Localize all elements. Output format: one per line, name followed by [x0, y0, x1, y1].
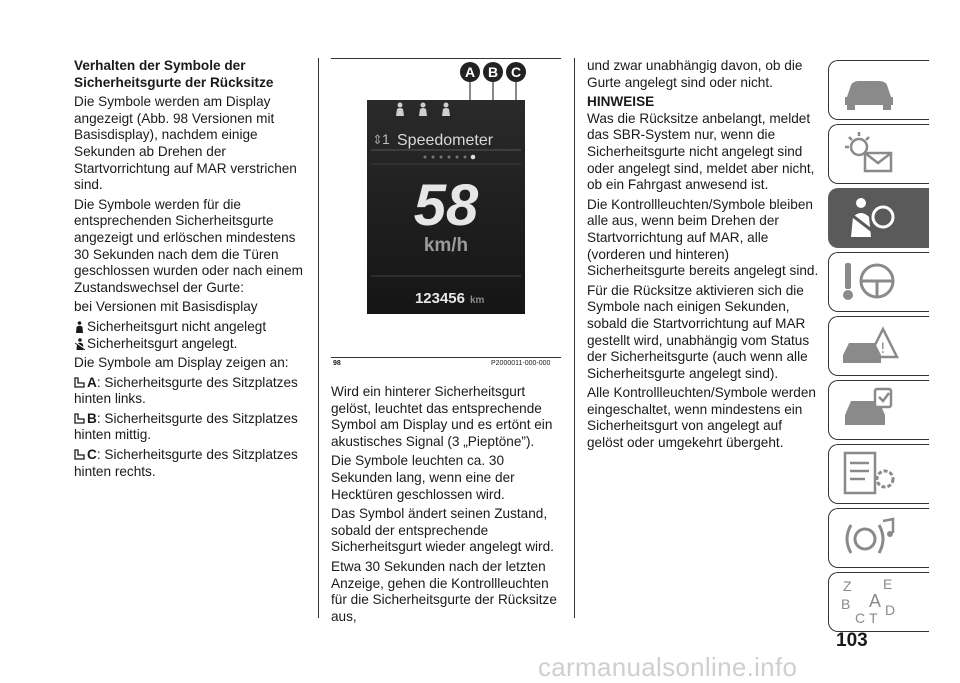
paragraph: Alle Kontrollleuchten/Symbole werden eingeschaltet, wenn mindestens ein Sicherheitsgurt von angelegt auf gelöst oder umgekehrt übergeht. — [587, 385, 816, 451]
callout-c-label: C — [510, 64, 522, 80]
multimedia-icon — [839, 513, 899, 563]
paragraph: Für die Rücksitze aktivieren sich die Symbole nach einigen Sekunden, sobald die Startvorrichtung auf MAR gestellt wird, unabhängig vom Status der Sicherheitsgurte (auch wenn alle Sicherheitsgurte angelegt sind). — [587, 282, 810, 381]
odometer-unit: km — [470, 295, 485, 306]
figure-number: 98 — [333, 360, 341, 367]
seatbelt-unbuckled-icon — [74, 321, 85, 332]
chapter-tab-multimedia[interactable] — [828, 508, 929, 568]
chapter-tab-warning-lights[interactable] — [828, 124, 929, 184]
chapter-tab-index[interactable] — [828, 572, 929, 632]
notes-heading: HINWEISE — [587, 94, 655, 110]
callout-b-label: B — [487, 64, 499, 80]
section-heading: Verhalten der Symbole der Sicherheitsgurte der Rücksitze — [74, 58, 274, 90]
instrument-display-figure — [367, 100, 525, 314]
column-divider-right — [574, 58, 575, 618]
car-maintenance-icon — [839, 385, 899, 435]
column-divider-left — [318, 58, 319, 618]
seat-position-b: B: Sicherheitsgurte des Sitzplatzes hinten mittig. — [74, 410, 298, 443]
paragraph: Das Symbol ändert seinen Zustand, sobald der entsprechende Sicherheitsgurt wieder angelegt wird. — [331, 506, 554, 555]
chapter-tab-starting[interactable] — [828, 252, 929, 312]
svg-text:C: C — [855, 610, 866, 626]
menu-index: 1 — [382, 131, 390, 147]
figure-code: P2000011-000-000 — [491, 360, 551, 367]
svg-text:A: A — [869, 591, 882, 611]
speed-unit: km/h — [423, 235, 469, 256]
rear-seat-icon — [74, 377, 85, 388]
odometer-readout: 123456 — [414, 290, 465, 307]
chapter-tab-technical-data[interactable] — [828, 444, 929, 504]
paragraph: Etwa 30 Sekunden nach der letzten Anzeige, gehen die Kontrollleuchten für die Sicherheitsgurte der Rücksitze aus, — [331, 558, 557, 624]
paragraph: bei Versionen mit Basisdisplay — [74, 299, 258, 315]
svg-text:Z: Z — [843, 578, 852, 594]
breakdown-icon — [839, 321, 899, 371]
key-steering-icon — [839, 257, 899, 307]
rear-seat-icon — [74, 413, 85, 424]
car-icon — [839, 65, 899, 115]
paragraph: Die Symbole leuchten ca. 30 Sekunden lang, wenn eine der Hecktüren geschlossen wird. — [331, 453, 515, 502]
text-column-3 — [587, 58, 819, 455]
chapter-tab-emergency[interactable] — [828, 316, 929, 376]
svg-text:B: B — [841, 596, 851, 612]
svg-text:E: E — [883, 577, 893, 592]
paragraph: und zwar unabhängig davon, ob die Gurte angelegt sind oder nicht. — [587, 58, 803, 90]
svg-text:T: T — [869, 610, 878, 626]
figure-caption-rule — [331, 357, 561, 358]
seat-position-a: A: Sicherheitsgurte des Sitzplatzes hinten links. — [74, 374, 298, 407]
paragraph: Die Kontrollleuchten/Symbole bleiben alle aus, wenn beim Drehen der Startvorrichtung auf MAR, alle (vorderen und hinteren) Sicherheitsgurte bereits angelegt sind. — [587, 196, 819, 279]
paragraph: Was die Rücksitze anbelangt, meldet das SBR-System nur, wenn die Sicherheitsgurte nicht angelegt sind oder angelegt sind, meldet aber nicht, ob ein Fahrgast anwesend ist. — [587, 110, 815, 193]
chapter-tab-safety[interactable] — [828, 188, 929, 248]
paragraph: Wird ein hinterer Sicherheitsgurt gelöst, leuchtet das entsprechende Symbol am Display und es ertönt ein akustisches Signal (3 „Pieptöne”). — [331, 384, 553, 449]
index-icon — [839, 577, 899, 627]
legend-buckled: Sicherheitsgurt angelegt. — [74, 336, 306, 353]
seat-position-c: C: Sicherheitsgurte des Sitzplatzes hinten rechts. — [74, 447, 298, 479]
speed-readout: 58 — [413, 173, 479, 238]
warning-lights-icon — [839, 129, 899, 179]
airbag-seatbelt-icon — [839, 193, 899, 243]
menu-title: Speedometer — [397, 132, 494, 149]
paragraph: Die Symbole am Display zeigen an: — [74, 355, 289, 371]
paragraph: Die Symbole werden am Display angezeigt (Abb. 98 Versionen mit Basisdisplay), nachdem einige Sekunden ab Drehen der Startvorrichtung auf MAR verstrichen sind. — [74, 94, 297, 193]
paragraph: Die Symbole werden für die entsprechenden Sicherheitsgurte angezeigt und erlöschen mindestens 30 Sekunden nach dem die Türen geschlossen wurden oder nach einem Zustandswechsel der Gurte: — [74, 196, 303, 295]
callout-a-label: A — [464, 64, 476, 80]
legend-unbuckled: Sicherheitsgurt nicht angelegt — [74, 319, 306, 336]
svg-text:D: D — [885, 602, 896, 618]
text-column-1 — [74, 58, 306, 483]
page-number: 103 — [836, 630, 868, 651]
svg-text:!: ! — [880, 341, 886, 357]
text-column-2 — [331, 384, 561, 628]
menu-arrows-icon: ⇕ — [372, 132, 383, 147]
seatbelt-buckled-icon — [74, 338, 85, 349]
specs-icon — [839, 449, 899, 499]
chapter-tab-maintenance[interactable] — [828, 380, 929, 440]
chapter-tab-car[interactable] — [828, 60, 929, 120]
watermark: carmanualsonline.info — [538, 652, 798, 682]
rear-seat-icon — [74, 449, 85, 460]
